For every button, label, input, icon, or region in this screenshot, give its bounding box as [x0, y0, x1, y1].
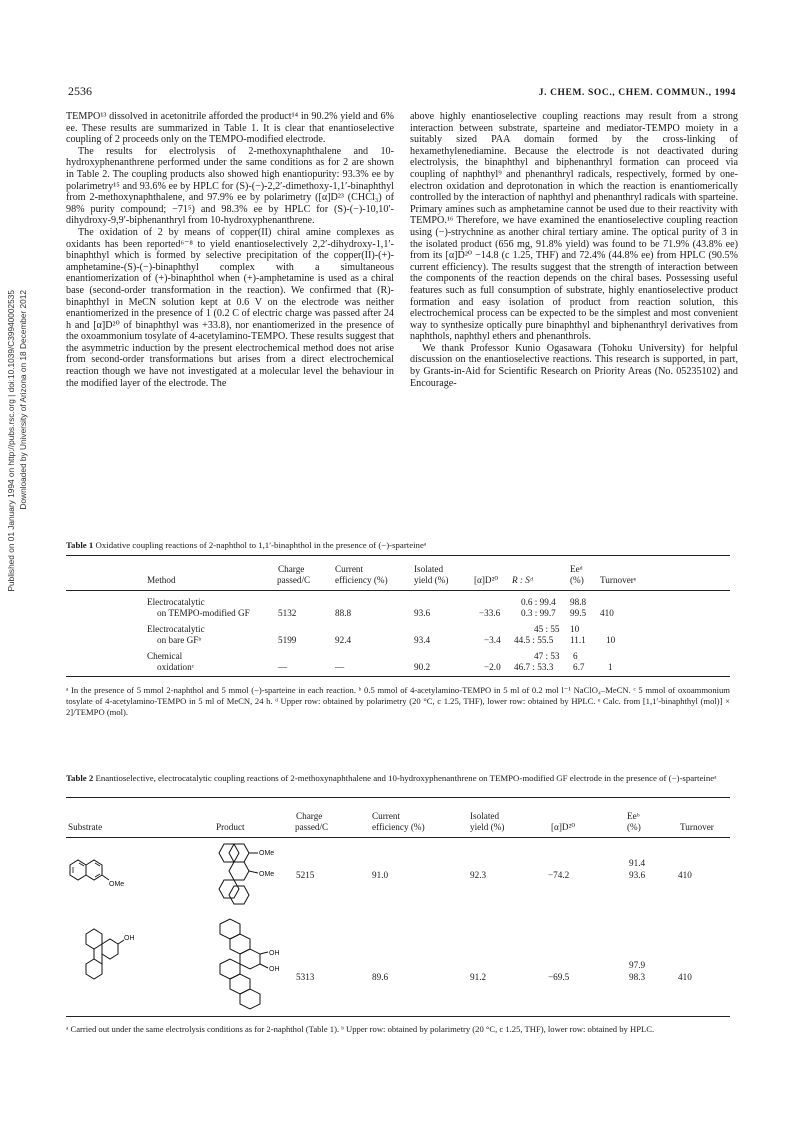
sidebar-published-line: Published on 01 January 1994 on http://pubs.rsc.org | doi:10.1039/C39940002535 [6, 290, 16, 592]
t1-row1-rs-2: 0.3 : 99.7 [521, 608, 556, 618]
substrate-1-label: OMe [109, 881, 125, 888]
t1-header-ee-2: (%) [570, 575, 584, 585]
t1-row3-rs-2: 46.7 : 53.3 [514, 662, 554, 672]
t2-header-ee-2: (%) [627, 822, 641, 832]
left-paragraph-2: The results for electrolysis of 2-methoxynaphthalene and 10-hydroxyphenanthrene performed under the same conditions as for 2 are shown in Table 2. The coupling products also showed high enantiopurity: 93.3% ee by polarimetry¹⁵ and 93.6% ee by HPLC for (S)-(−)-2,2′-dimethoxy-1,1′-binaphthyl from 2-methoxynaphthalene, and 97.9% ee by polarimetry ([α]D²³ (CHCl₃) of 98% purity compound; −71⁵) and 98.3% ee by HPLC for (S)-(−)-10,10′-dihydroxy-9,9′-biphenanthryl from 10-hydroxyphenanthrene. [66, 145, 394, 227]
t2-row2-turnover: 410 [678, 972, 692, 982]
t1-row2-ee-1: 10 [570, 624, 580, 634]
t2-row1-turnover: 410 [678, 870, 692, 880]
t2-header-alpha: [α]D²⁰ [551, 822, 576, 832]
t1-row2-method-1: Electrocatalytic [147, 624, 205, 634]
t1-header-yield-2: yield (%) [414, 575, 449, 585]
t1-row1-yield: 93.6 [414, 608, 431, 618]
t1-row3-charge: — [278, 662, 288, 672]
left-paragraph-1: TEMPO¹³ dissolved in acetonitrile afforded the product¹⁴ in 90.2% yield and 6% ee. These results are summarized in Table 1. It is clear that enantioselective coupling of 2 proceeds only on the TEMPO-modified electrode. [66, 111, 394, 146]
substrate-10-hydroxyphenanthrene-structure [82, 926, 142, 988]
product-dimethoxybinaphthyl-structure [212, 840, 292, 912]
table1-top-rule [66, 555, 730, 556]
product-dihydroxybiphenanthryl-structure [212, 916, 292, 1010]
t2-header-current-2: efficiency (%) [372, 822, 425, 832]
t2-row2-current: 89.6 [372, 972, 389, 982]
page-number: 2536 [68, 84, 92, 98]
t1-row2-rs-1: 45 : 55 [534, 624, 560, 634]
substrate-2-label: OH [124, 935, 135, 942]
right-paragraph-1: above highly enantioselective coupling reactions may result from a strong interaction between substrate, sparteine and mediator-TEMPO moiety in a suitably sized PAA domain formed by the cross-linking of hexamethylenediamine. Because the electrode is not deactivated during electrolysis, the binaphthyl and biphenanthryl formation can proceed via coupling of naphthyl⁹ and phenanthryl radicals, respectively, formed by one-electron oxidation and deprotonation in which the reaction is enantiomerically controlled by the interaction of naphthyl and phenanthryl radicals with sparteine. Primary amines such as amphetamine cannot be used due to their reactivity with TEMPO.¹⁶ Therefore, we have examined the enantioselective coupling reaction using (−)-strychnine as another chiral tertiary amine. The optical purity of 3 in the isolated product (656 mg, 91.8% yield) was found to be 71.9% (43.8% ee) from its [α]D²⁰ −14.8 (c 1.25, THF) and 72.4% (44.8% ee) from HPLC (90.5% current efficiency). The results suggest that the strength of interaction between the components of the reaction depends on the chiral bases. Possessing useful features such as full consumption of substrate, highly enantioselective product formation and easy isolation of product from reaction solution, this electrochemical process can be expected to be the simplest and most convenient way to synthesize optically pure binaphthyl and biphenanthryl derivatives from naphthols, naphthyl ethers and phenanthrols. [410, 111, 738, 343]
table2-caption-text: Enantioselective, electrocatalytic coupling reactions of 2-methoxynaphthalene and 10-hydroxyphenanthrene on TEMPO-modified GF electrode in the presence of (−)-sparteineᵃ [95, 773, 717, 783]
t1-row3-method-1: Chemical [147, 651, 183, 661]
t1-row1-charge: 5132 [278, 608, 297, 618]
right-column [410, 111, 738, 389]
product-2-label-1: OH [269, 950, 280, 957]
t2-header-charge-2: passed/C [295, 822, 329, 832]
t1-row2-rs-2: 44.5 : 55.5 [514, 635, 554, 645]
t1-row2-current: 92.4 [335, 635, 352, 645]
t1-row3-turnover: 1 [608, 662, 613, 672]
t1-header-method: Method [147, 575, 176, 585]
right-paragraph-2: We thank Professor Kunio Ogasawara (Tohoku University) for helpful discussion on the enantioselective reactions. This research is supported, in part, by Grants-in-Aid for Scientific Research on Priority Areas (No. 05235102) and Encourage- [410, 342, 738, 389]
left-column [66, 111, 394, 389]
journal-header: J. CHEM. SOC., CHEM. COMMUN., 1994 [538, 88, 736, 98]
left-paragraph-3: The oxidation of 2 by means of copper(II) chiral amine complexes as oxidants has been reported⁶⁻⁸ to yield enantioselectively 2,2′-dihydroxy-1,1′-binaphthyl which is formed by selective precipitation of the copper(II)-(+)-amphetamine-(S)-(−)-binaphthyl complex with a simultaneous enantiomerization of (+)-binaphthol when (+)-amphetamine is used as a chiral base (second-order transformation in the reaction). We confirmed that (R)-binaphthyl in MeCN solution kept at 0.6 V on the electrode was neither enantiomerized in the presence of 1 (0.2 C of electric charge was passed after 24 h and [α]D²⁰ of binaphthyl was +33.8), nor enantiomerized in the presence of the oxoammonium tosylate of 4-acetylamino-TEMPO. These results suggest that the asymmetric induction by the present electrochemical method does not arise from second-order transformations but arises from a direct electrochemical reaction though we have not investigated at a molecular level the behaviour in the modified layer of the electrode. The [66, 226, 394, 389]
t1-row1-method-1: Electrocatalytic [147, 597, 205, 607]
t1-row2-charge: 5199 [278, 635, 297, 645]
t1-row1-ee-2: 99.5 [570, 608, 587, 618]
t1-row3-ee-1: 6 [573, 651, 578, 661]
t1-header-rs: R : Sᵈ [512, 575, 533, 585]
t1-header-current-2: efficiency (%) [335, 575, 388, 585]
table2-bottom-rule [66, 1016, 730, 1017]
t1-row2-ee-2: 11.1 [570, 635, 586, 645]
t2-row1-ee-1: 91.4 [629, 858, 646, 868]
table2-top-rule [66, 797, 730, 798]
t1-row1-rs-1: 0.6 : 99.4 [521, 597, 556, 607]
table1-label: Table 1 [66, 540, 94, 550]
t2-row2-alpha: −69.5 [548, 972, 570, 982]
t2-row1-current: 91.0 [372, 870, 389, 880]
t1-header-charge-1: Charge [278, 564, 305, 574]
table1-caption [66, 540, 730, 551]
t2-row1-yield: 92.3 [470, 870, 487, 880]
t1-row2-yield: 93.4 [414, 635, 431, 645]
table2-label: Table 2 [66, 773, 94, 783]
t2-header-turnover: Turnover [680, 822, 714, 832]
product-2-label-2: OH [269, 966, 280, 973]
t1-row2-turnover: 10 [606, 635, 616, 645]
download-sidebar [0, 0, 30, 1128]
t2-row2-ee-2: 98.3 [629, 972, 646, 982]
t1-row1-ee-1: 98.8 [570, 597, 587, 607]
t2-header-ee-1: Eeᵇ [627, 811, 640, 821]
t1-row3-ee-2: 6.7 [573, 662, 585, 672]
t2-header-yield-1: Isolated [470, 811, 500, 821]
table1-bottom-rule [66, 676, 730, 677]
product-1-label-1: OMe [259, 850, 275, 857]
t1-row3-yield: 90.2 [414, 662, 431, 672]
t1-header-current-1: Current [335, 564, 364, 574]
t1-header-yield-1: Isolated [414, 564, 444, 574]
t2-row1-charge: 5215 [296, 870, 315, 880]
t1-row1-turnover: 410 [600, 608, 614, 618]
t2-header-product: Product [216, 822, 245, 832]
table1-header-rule [66, 590, 730, 591]
t1-header-ee-1: Eeᵈ [570, 564, 583, 574]
sidebar-downloaded-line: Downloaded by University of Arizona on 18 December 2012 [18, 290, 28, 510]
t1-row3-rs-1: 47 : 53 [534, 651, 560, 661]
t1-row1-method-2: on TEMPO-modified GF [157, 608, 250, 618]
t2-row2-yield: 91.2 [470, 972, 487, 982]
t2-row2-ee-1: 97.9 [629, 960, 646, 970]
table1-caption-text: Oxidative coupling reactions of 2-naphthol to 1,1′-binaphthol in the presence of (−)-sparteineᵃ [95, 540, 427, 550]
t2-row2-charge: 5313 [296, 972, 315, 982]
t1-row2-method-2: on bare GFᵇ [157, 635, 202, 645]
t2-header-charge-1: Charge [296, 811, 323, 821]
substrate-2-methoxynaphthalene-structure [64, 852, 124, 892]
t1-row3-alpha: −2.0 [484, 662, 501, 672]
t2-header-current-1: Current [372, 811, 401, 821]
t1-row2-alpha: −3.4 [484, 635, 501, 645]
t1-header-alpha: [α]D²⁰ [474, 575, 499, 585]
table2-caption [66, 773, 730, 784]
t1-row3-current: — [335, 662, 345, 672]
t2-header-yield-2: yield (%) [470, 822, 505, 832]
t1-header-turnover: Turnoverᵉ [600, 575, 637, 585]
t1-row3-method-2: oxidationᶜ [157, 662, 195, 672]
t1-row1-current: 88.8 [335, 608, 352, 618]
t2-row1-alpha: −74.2 [548, 870, 570, 880]
table2-footnote: ᵃ Carried out under the same electrolysis conditions as for 2-naphthol (Table 1). ᵇ Upper row: obtained by polarimetry (20 °C, c 1.25, THF), lower row: obtained by HPLC. [66, 1024, 655, 1034]
t2-header-substrate: Substrate [68, 822, 103, 832]
t2-row1-ee-2: 93.6 [629, 870, 646, 880]
table2-header-rule [66, 837, 730, 838]
table1-footnote: ᵃ In the presence of 5 mmol 2-naphthol and 5 mmol (−)-sparteine in each reaction. ᵇ 0.5 mmol of 4-acetylamino-TEMPO in 5 ml of 0.2 mol l⁻¹ NaClO₄–MeCN. ᶜ 5 mmol of oxoammonium tosylate of 4-acetylamino-TEMPO in 5 ml of MeCN, 24 h. ᵈ Upper row: obtained by polarimetry (20 °C, c 1.25, THF), lower row: obtained by HPLC. ᵉ Calc. from [1,1′-binaphthyl (mol)] × 2]/TEMPO (mol). [66, 685, 730, 717]
t1-header-charge-2: passed/C [277, 575, 311, 585]
t1-row1-alpha: −33.6 [479, 608, 501, 618]
product-1-label-2: OMe [259, 871, 275, 878]
